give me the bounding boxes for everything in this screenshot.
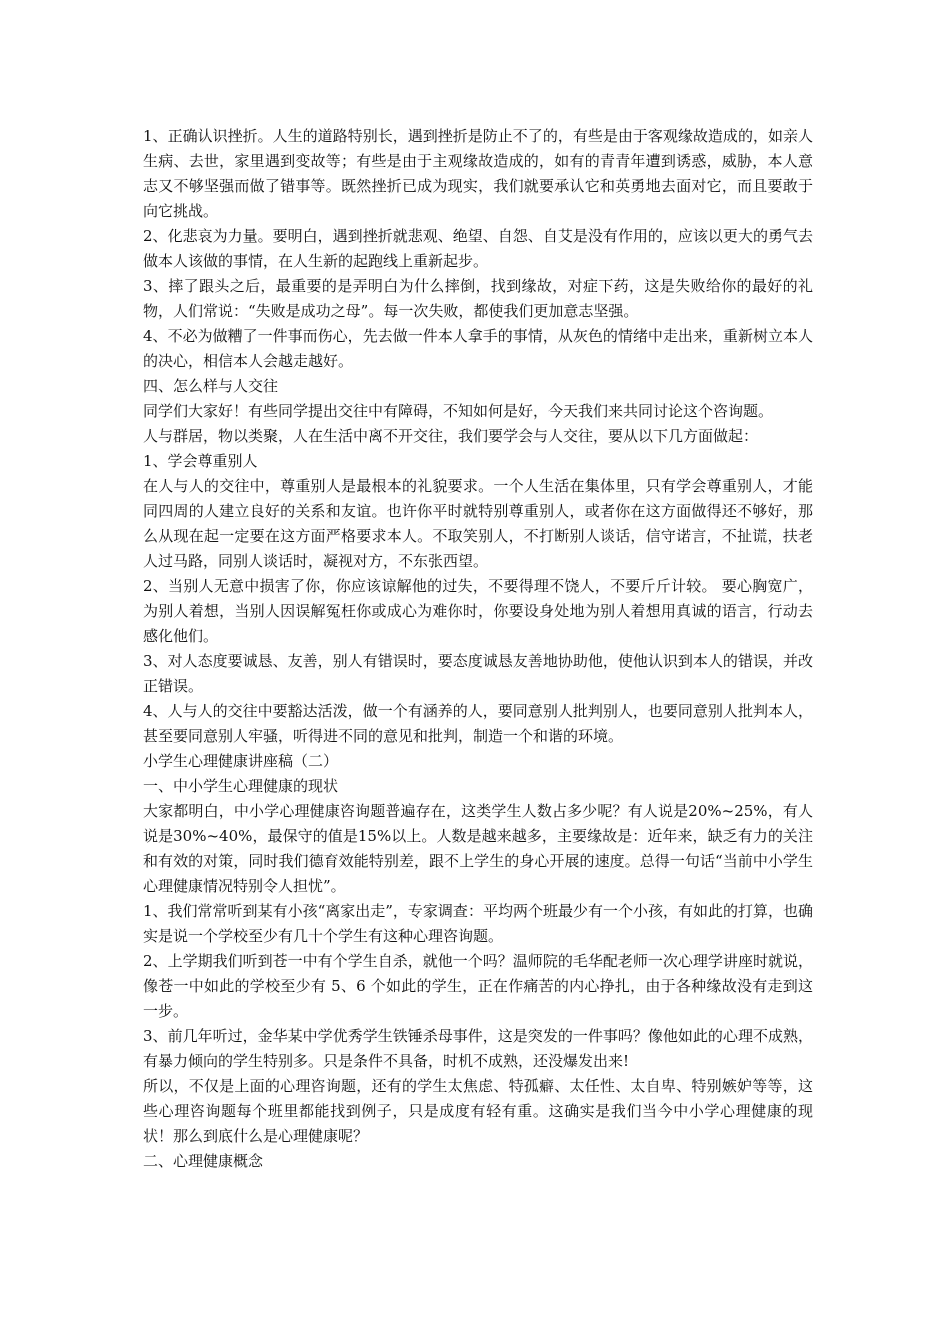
paragraph: 2、上学期我们听到苍一中有个学生自杀，就他一个吗？温师院的毛华配老师一次心理学讲座时就说，像苍一中如此的学校至少有 5、6 个如此的学生，正在作痛苦的内心挣扎，由于各种缘故没有走到这一步。 <box>143 952 813 1020</box>
paragraph: 在人与人的交往中，尊重别人是最根本的礼貌要求。一个人生活在集体里，只有学会尊重别人，才能同四周的人建立良好的关系和友谊。也许你平时就特别尊重别人，或者你在这方面做得还不够好，那么从现在起一定要在这方面严格要求本人。不取笑别人，不打断别人谈话，信守诺言，不扯谎，扶老人过马路，同别人谈话时，凝视对方，不东张西望。 <box>143 477 813 570</box>
paragraph: 1、我们常常听到某有小孩“离家出走”，专家调查：平均两个班最少有一个小孩，有如此的打算，也确实是说一个学校至少有几十个学生有这种心理咨询题。 <box>143 902 813 945</box>
document-title: 小学生心理健康讲座稿（二） <box>143 752 339 770</box>
paragraph: 3、前几年听过，金华某中学优秀学生铁锤杀母事件，这是突发的一件事吗？像他如此的心理不成熟，有暴力倾向的学生特别多。只是条件不具备，时机不成熟，还没爆发出来! <box>143 1027 813 1070</box>
subheading: 1、学会尊重别人 <box>143 452 258 470</box>
section-heading: 四、怎么样与人交往 <box>143 377 279 395</box>
paragraph: 2、化悲哀为力量。要明白，遇到挫折就悲观、绝望、自怨、自艾是没有作用的，应该以更大的勇气去做本人该做的事情，在人生新的起跑线上重新起步。 <box>143 227 813 270</box>
paragraph: 大家都明白，中小学心理健康咨询题普遍存在，这类学生人数占多少呢？有人说是20%~25%，有人说是30%~40%，最保守的值是15%以上。人数是越来越多，主要缘故是：近年来，缺乏有力的关注和有效的对策，同时我们德育效能特别差，跟不上学生的身心开展的速度。总得一句话“当前中小学生心理健康情况特别令人担忧”。 <box>143 802 813 895</box>
paragraph: 2、当别人无意中损害了你，你应该谅解他的过失，不要得理不饶人，不要斤斤计较。 要心胸宽广，为别人着想，当别人因误解冤枉你或成心为难你时，你要设身处地为别人着想用真诚的语言，行动去感化他们。 <box>143 577 813 645</box>
document-body <box>143 124 813 1174</box>
section-heading: 二、心理健康概念 <box>143 1152 264 1170</box>
paragraph: 4、人与人的交往中要豁达活泼，做一个有涵养的人，要同意别人批判别人，也要同意别人批判本人，甚至要同意别人牢骚，听得进不同的意见和批判，制造一个和谐的环境。 <box>143 702 813 745</box>
paragraph: 所以，不仅是上面的心理咨询题，还有的学生太焦虑、特孤癖、太任性、太自卑、特别嫉妒等等，这些心理咨询题每个班里都能找到例子，只是成度有轻有重。这确实是我们当今中小学心理健康的现状！那么到底什么是心理健康呢？ <box>143 1077 813 1145</box>
paragraph: 3、对人态度要诚恳、友善，别人有错误时，要态度诚恳友善地协助他，使他认识到本人的错误，并改正错误。 <box>143 652 813 695</box>
paragraph: 1、正确认识挫折。人生的道路特别长，遇到挫折是防止不了的，有些是由于客观缘故造成的，如亲人生病、去世，家里遇到变故等；有些是由于主观缘故造成的，如有的青青年遭到诱惑，威胁，本人意志又不够坚强而做了错事等。既然挫折已成为现实，我们就要承认它和英勇地去面对它，而且要敢于向它挑战。 <box>143 127 813 220</box>
paragraph: 3、摔了跟头之后，最重要的是弄明白为什么摔倒，找到缘故，对症下药，这是失败给你的最好的礼物，人们常说：“失败是成功之母”。每一次失败，都使我们更加意志坚强。 <box>143 277 813 320</box>
section-heading: 一、中小学生心理健康的现状 <box>143 777 339 795</box>
paragraph: 同学们大家好！有些同学提出交往中有障碍，不知如何是好，今天我们来共同讨论这个咨询题。 <box>143 402 774 420</box>
paragraph: 人与群居，物以类聚，人在生活中离不开交往，我们要学会与人交往，要从以下几方面做起： <box>143 427 759 445</box>
paragraph: 4、不必为做糟了一件事而伤心，先去做一件本人拿手的事情，从灰色的情绪中走出来，重新树立本人的决心，相信本人会越走越好。 <box>143 327 813 370</box>
